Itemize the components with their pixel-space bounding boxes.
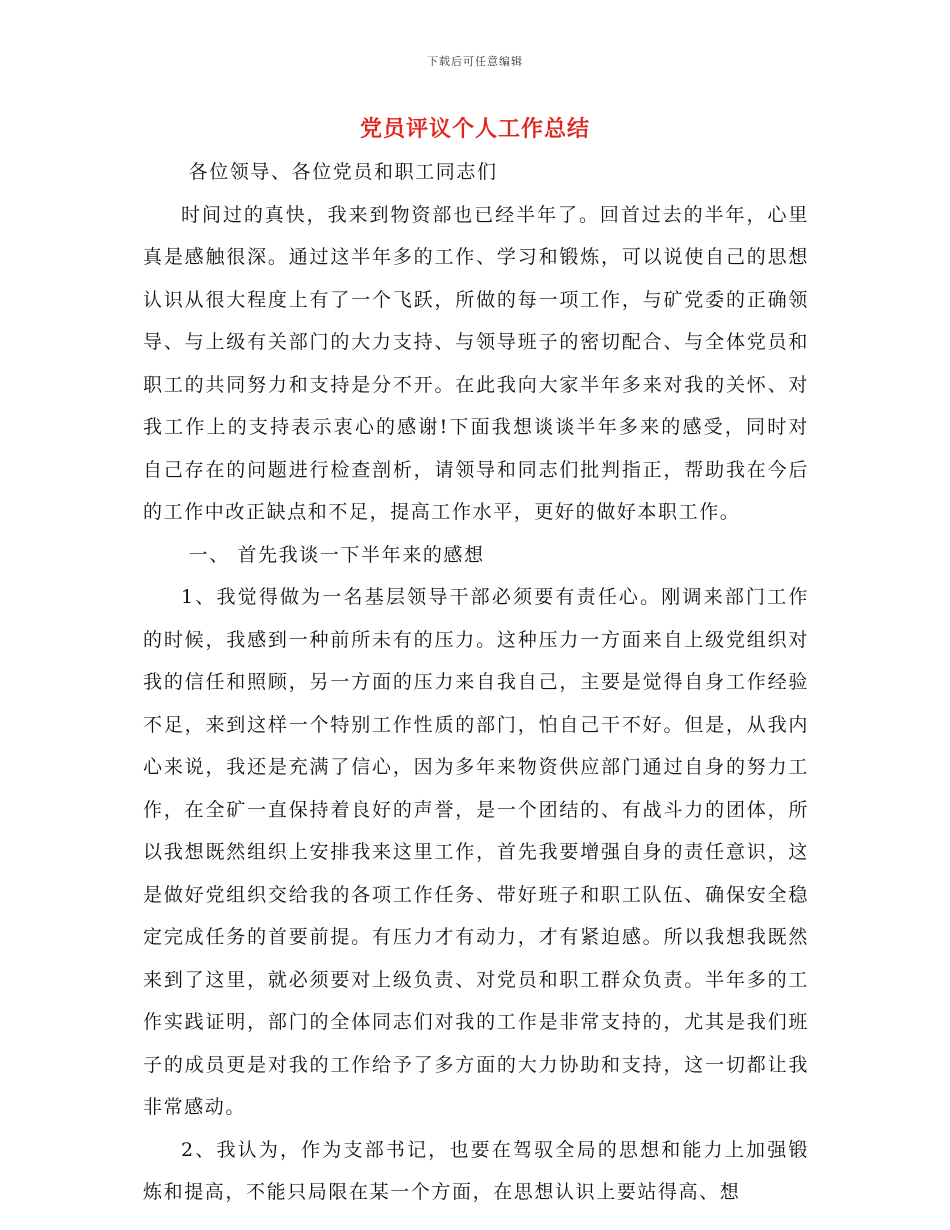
page-title: 党员评议个人工作总结: [359, 116, 590, 142]
document-body: [143, 151, 809, 1214]
paragraph-point-1: 1、我觉得做为一名基层领导干部必须要有责任心。刚调来部门工作的时候，我感到一种前所未有的压力。这种压力一方面来自上级党组织对我的信任和照顾，另一方面的压力来自我自己，主要是觉得自身工作经验不足，来到这样一个特别工作性质的部门，怕自己干不好。但是，从我内心来说，我还是充满了信心，因为多年来物资供应部门通过自身的努力工作，在全矿一直保持着良好的声誉，是一个团结的、有战斗力的团体，所以我想既然组织上安排我来这里工作，首先我要增强自身的责任意识，这是做好党组织交给我的各项工作任务、带好班子和职工队伍、确保安全稳定完成任务的首要前提。有压力才有动力，才有紧迫感。所以我想我既然来到了这里，就必须要对上级负责、对党员和职工群众负责。半年多的工作实践证明，部门的全体同志们对我的工作是非常支持的，尤其是我们班子的成员更是对我的工作给予了多方面的大力协助和支持，这一切都让我非常感动。: [143, 586, 809, 1118]
salutation: 各位领导、各位党员和职工同志们: [188, 161, 498, 183]
paragraph-point-2: 2、我认为，作为支部书记，也要在驾驭全局的思想和能力上加强锻炼和提高，不能只局限在某一个方面，在思想认识上要站得高、想: [143, 1138, 809, 1203]
header-note: 下载后可任意编辑: [427, 55, 523, 68]
section-heading: 一、 首先我谈一下半年来的感想: [188, 543, 485, 566]
paragraph-intro: 时间过的真快，我来到物资部也已经半年了。回首过去的半年，心里真是感触很深。通过这半年多的工作、学习和锻炼，可以说使自己的思想认识从很大程度上有了一个飞跃，所做的每一项工作，与矿党委的正确领导、与上级有关部门的大力支持、与领导班子的密切配合、与全体党员和职工的共同努力和支持是分不开。在此我向大家半年多来对我的关怀、对我工作上的支持表示衷心的感谢!下面我想谈谈半年多来的感受，同时对自己存在的问题进行检查剖析，请领导和同志们批判指正，帮助我在今后的工作中改正缺点和不足，提高工作水平，更好的做好本职工作。: [143, 203, 809, 523]
